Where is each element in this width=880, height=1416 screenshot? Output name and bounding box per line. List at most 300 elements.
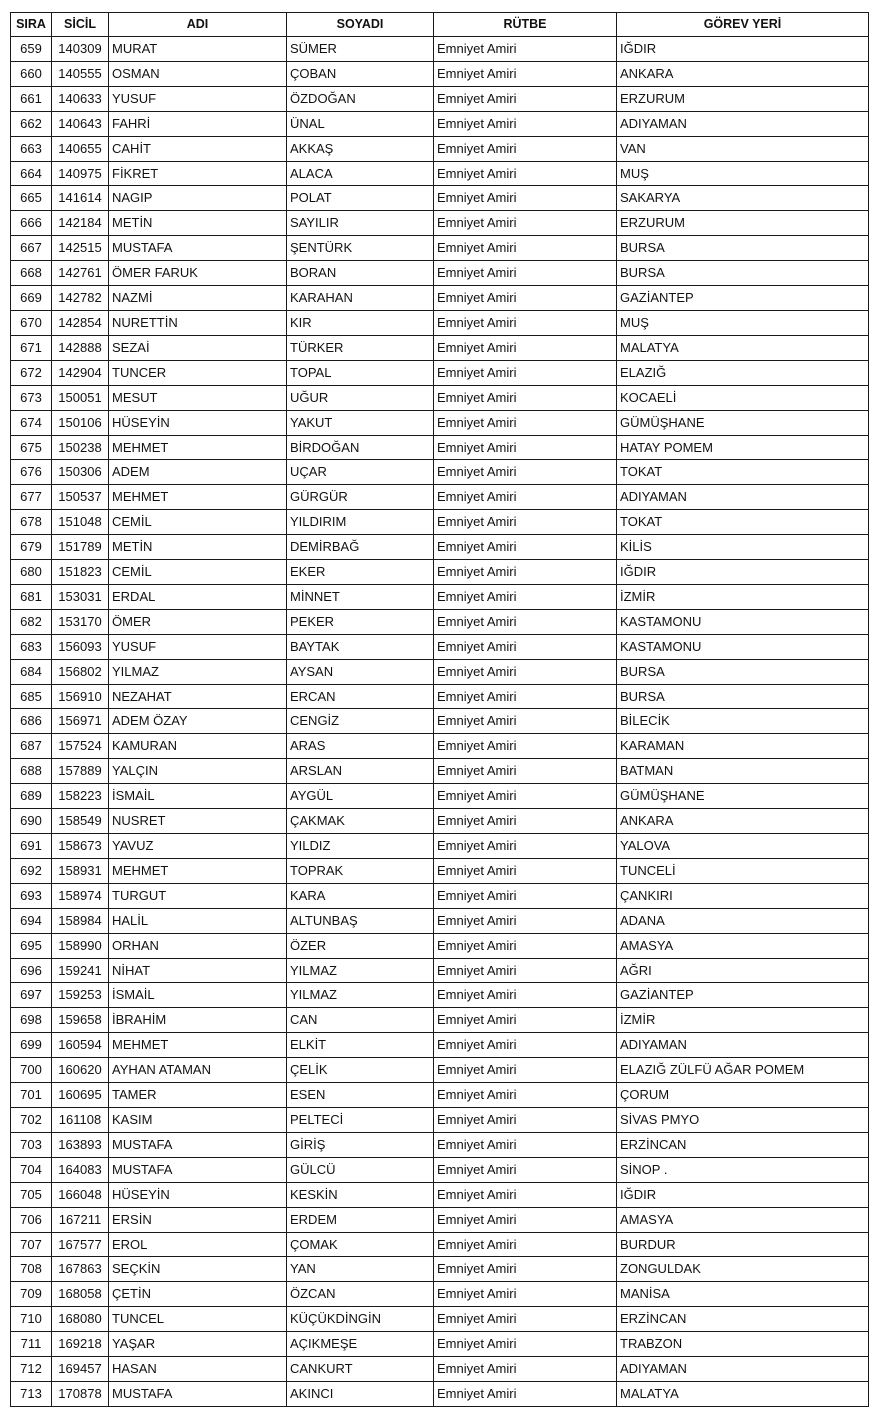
- cell-rutbe: Emniyet Amiri: [434, 1058, 617, 1083]
- cell-rutbe: Emniyet Amiri: [434, 1282, 617, 1307]
- table-row: [11, 335, 869, 360]
- cell-soyadi: AYGÜL: [287, 784, 434, 809]
- cell-adi: YALÇIN: [109, 759, 287, 784]
- cell-rutbe: Emniyet Amiri: [434, 709, 617, 734]
- cell-sicil: 153170: [52, 609, 109, 634]
- cell-sicil: 158931: [52, 858, 109, 883]
- table-row: [11, 485, 869, 510]
- cell-gorev-yeri: IĞDIR: [617, 37, 869, 62]
- cell-rutbe: Emniyet Amiri: [434, 809, 617, 834]
- cell-adi: ERSİN: [109, 1207, 287, 1232]
- cell-sicil: 160594: [52, 1033, 109, 1058]
- cell-adi: ADEM ÖZAY: [109, 709, 287, 734]
- cell-gorev-yeri: MUŞ: [617, 310, 869, 335]
- cell-soyadi: UĞUR: [287, 385, 434, 410]
- cell-gorev-yeri: ERZURUM: [617, 211, 869, 236]
- cell-sira: 713: [11, 1381, 52, 1406]
- cell-sira: 689: [11, 784, 52, 809]
- cell-sicil: 140643: [52, 111, 109, 136]
- cell-gorev-yeri: BURSA: [617, 659, 869, 684]
- table-row: [11, 659, 869, 684]
- cell-sicil: 140309: [52, 37, 109, 62]
- cell-rutbe: Emniyet Amiri: [434, 834, 617, 859]
- cell-sicil: 151823: [52, 560, 109, 585]
- cell-gorev-yeri: ANKARA: [617, 61, 869, 86]
- cell-adi: FAHRİ: [109, 111, 287, 136]
- cell-sira: 661: [11, 86, 52, 111]
- cell-sicil: 156093: [52, 634, 109, 659]
- cell-rutbe: Emniyet Amiri: [434, 186, 617, 211]
- cell-gorev-yeri: YALOVA: [617, 834, 869, 859]
- table-row: [11, 1083, 869, 1108]
- cell-soyadi: ELKİT: [287, 1033, 434, 1058]
- cell-sira: 668: [11, 261, 52, 286]
- personnel-table: [10, 12, 869, 1407]
- cell-adi: YUSUF: [109, 634, 287, 659]
- cell-gorev-yeri: İZMİR: [617, 584, 869, 609]
- cell-sira: 685: [11, 684, 52, 709]
- cell-rutbe: Emniyet Amiri: [434, 335, 617, 360]
- cell-sicil: 150106: [52, 410, 109, 435]
- table-row: [11, 759, 869, 784]
- table-row: [11, 560, 869, 585]
- header-rutbe: RÜTBE: [434, 13, 617, 37]
- cell-soyadi: ARSLAN: [287, 759, 434, 784]
- cell-gorev-yeri: GÜMÜŞHANE: [617, 784, 869, 809]
- cell-sicil: 150306: [52, 460, 109, 485]
- cell-gorev-yeri: ERZİNCAN: [617, 1132, 869, 1157]
- cell-gorev-yeri: ERZİNCAN: [617, 1307, 869, 1332]
- cell-gorev-yeri: ADIYAMAN: [617, 485, 869, 510]
- table-row: [11, 634, 869, 659]
- cell-sira: 660: [11, 61, 52, 86]
- cell-adi: CEMİL: [109, 510, 287, 535]
- table-row: [11, 1257, 869, 1282]
- cell-sira: 695: [11, 933, 52, 958]
- table-row: [11, 933, 869, 958]
- header-sicil: SİCİL: [52, 13, 109, 37]
- cell-sira: 690: [11, 809, 52, 834]
- cell-rutbe: Emniyet Amiri: [434, 435, 617, 460]
- cell-sira: 700: [11, 1058, 52, 1083]
- cell-soyadi: GÜLCÜ: [287, 1157, 434, 1182]
- cell-soyadi: ERDEM: [287, 1207, 434, 1232]
- header-sira: SIRA: [11, 13, 52, 37]
- cell-rutbe: Emniyet Amiri: [434, 784, 617, 809]
- table-row: [11, 1008, 869, 1033]
- cell-rutbe: Emniyet Amiri: [434, 61, 617, 86]
- cell-gorev-yeri: MUŞ: [617, 161, 869, 186]
- cell-gorev-yeri: SAKARYA: [617, 186, 869, 211]
- cell-adi: SEZAİ: [109, 335, 287, 360]
- cell-sicil: 158984: [52, 908, 109, 933]
- cell-sicil: 142515: [52, 236, 109, 261]
- cell-soyadi: YILDIZ: [287, 834, 434, 859]
- cell-sicil: 142854: [52, 310, 109, 335]
- cell-sira: 678: [11, 510, 52, 535]
- cell-rutbe: Emniyet Amiri: [434, 37, 617, 62]
- cell-gorev-yeri: ELAZIĞ: [617, 360, 869, 385]
- cell-sicil: 151048: [52, 510, 109, 535]
- cell-sicil: 142782: [52, 286, 109, 311]
- table-row: [11, 1132, 869, 1157]
- cell-sicil: 161108: [52, 1107, 109, 1132]
- cell-gorev-yeri: KASTAMONU: [617, 609, 869, 634]
- table-row: [11, 734, 869, 759]
- cell-gorev-yeri: İZMİR: [617, 1008, 869, 1033]
- cell-adi: NUSRET: [109, 809, 287, 834]
- cell-soyadi: ÇELİK: [287, 1058, 434, 1083]
- cell-sicil: 158974: [52, 883, 109, 908]
- cell-rutbe: Emniyet Amiri: [434, 908, 617, 933]
- cell-sira: 707: [11, 1232, 52, 1257]
- cell-sicil: 150051: [52, 385, 109, 410]
- cell-rutbe: Emniyet Amiri: [434, 933, 617, 958]
- cell-sira: 666: [11, 211, 52, 236]
- cell-sicil: 142184: [52, 211, 109, 236]
- cell-rutbe: Emniyet Amiri: [434, 1083, 617, 1108]
- cell-sicil: 168058: [52, 1282, 109, 1307]
- cell-sicil: 140975: [52, 161, 109, 186]
- cell-adi: AYHAN ATAMAN: [109, 1058, 287, 1083]
- table-row: [11, 310, 869, 335]
- cell-gorev-yeri: GAZİANTEP: [617, 983, 869, 1008]
- cell-soyadi: CANKURT: [287, 1357, 434, 1382]
- cell-gorev-yeri: AMASYA: [617, 933, 869, 958]
- cell-gorev-yeri: MANİSA: [617, 1282, 869, 1307]
- cell-sicil: 158990: [52, 933, 109, 958]
- cell-sira: 677: [11, 485, 52, 510]
- cell-soyadi: GİRİŞ: [287, 1132, 434, 1157]
- cell-sira: 687: [11, 734, 52, 759]
- cell-soyadi: CENGİZ: [287, 709, 434, 734]
- cell-soyadi: KESKİN: [287, 1182, 434, 1207]
- cell-soyadi: ÖZDOĞAN: [287, 86, 434, 111]
- cell-adi: HÜSEYİN: [109, 1182, 287, 1207]
- cell-sira: 670: [11, 310, 52, 335]
- cell-soyadi: ÇOMAK: [287, 1232, 434, 1257]
- table-row: [11, 385, 869, 410]
- cell-sicil: 166048: [52, 1182, 109, 1207]
- header-row: [11, 13, 869, 37]
- table-row: [11, 510, 869, 535]
- cell-adi: MEHMET: [109, 435, 287, 460]
- cell-adi: SEÇKİN: [109, 1257, 287, 1282]
- cell-rutbe: Emniyet Amiri: [434, 410, 617, 435]
- cell-rutbe: Emniyet Amiri: [434, 211, 617, 236]
- cell-sira: 684: [11, 659, 52, 684]
- cell-gorev-yeri: MALATYA: [617, 1381, 869, 1406]
- cell-gorev-yeri: BURDUR: [617, 1232, 869, 1257]
- cell-soyadi: SÜMER: [287, 37, 434, 62]
- cell-adi: MEHMET: [109, 485, 287, 510]
- cell-rutbe: Emniyet Amiri: [434, 1107, 617, 1132]
- cell-rutbe: Emniyet Amiri: [434, 1132, 617, 1157]
- cell-gorev-yeri: AMASYA: [617, 1207, 869, 1232]
- cell-adi: HALİL: [109, 908, 287, 933]
- cell-adi: TAMER: [109, 1083, 287, 1108]
- cell-soyadi: BİRDOĞAN: [287, 435, 434, 460]
- cell-adi: HASAN: [109, 1357, 287, 1382]
- table-row: [11, 1182, 869, 1207]
- cell-sicil: 167211: [52, 1207, 109, 1232]
- cell-soyadi: AKKAŞ: [287, 136, 434, 161]
- cell-sicil: 159253: [52, 983, 109, 1008]
- cell-sira: 701: [11, 1083, 52, 1108]
- cell-adi: YAŞAR: [109, 1332, 287, 1357]
- cell-adi: MESUT: [109, 385, 287, 410]
- cell-adi: CEMİL: [109, 560, 287, 585]
- cell-sira: 676: [11, 460, 52, 485]
- cell-gorev-yeri: BATMAN: [617, 759, 869, 784]
- cell-soyadi: ERCAN: [287, 684, 434, 709]
- cell-sicil: 156971: [52, 709, 109, 734]
- cell-sicil: 167863: [52, 1257, 109, 1282]
- table-row: [11, 609, 869, 634]
- cell-sira: 694: [11, 908, 52, 933]
- cell-soyadi: ŞENTÜRK: [287, 236, 434, 261]
- cell-adi: İSMAİL: [109, 983, 287, 1008]
- cell-adi: MEHMET: [109, 858, 287, 883]
- cell-soyadi: BORAN: [287, 261, 434, 286]
- cell-sira: 683: [11, 634, 52, 659]
- cell-rutbe: Emniyet Amiri: [434, 584, 617, 609]
- cell-soyadi: AYSAN: [287, 659, 434, 684]
- cell-soyadi: TOPRAK: [287, 858, 434, 883]
- cell-rutbe: Emniyet Amiri: [434, 734, 617, 759]
- table-row: [11, 236, 869, 261]
- cell-gorev-yeri: KASTAMONU: [617, 634, 869, 659]
- cell-rutbe: Emniyet Amiri: [434, 1257, 617, 1282]
- cell-sira: 671: [11, 335, 52, 360]
- cell-adi: TUNCER: [109, 360, 287, 385]
- table-row: [11, 37, 869, 62]
- cell-soyadi: ÇAKMAK: [287, 809, 434, 834]
- cell-gorev-yeri: TUNCELİ: [617, 858, 869, 883]
- cell-rutbe: Emniyet Amiri: [434, 684, 617, 709]
- cell-soyadi: KARAHAN: [287, 286, 434, 311]
- cell-sicil: 169218: [52, 1332, 109, 1357]
- cell-soyadi: ESEN: [287, 1083, 434, 1108]
- cell-gorev-yeri: SİNOP .: [617, 1157, 869, 1182]
- cell-soyadi: MİNNET: [287, 584, 434, 609]
- cell-gorev-yeri: ADIYAMAN: [617, 1357, 869, 1382]
- table-row: [11, 1381, 869, 1406]
- cell-adi: ÖMER FARUK: [109, 261, 287, 286]
- cell-gorev-yeri: MALATYA: [617, 335, 869, 360]
- cell-gorev-yeri: AĞRI: [617, 958, 869, 983]
- table-row: [11, 1282, 869, 1307]
- cell-gorev-yeri: SİVAS PMYO: [617, 1107, 869, 1132]
- cell-sira: 702: [11, 1107, 52, 1132]
- cell-sicil: 140555: [52, 61, 109, 86]
- cell-adi: HÜSEYİN: [109, 410, 287, 435]
- cell-soyadi: KÜÇÜKDİNGİN: [287, 1307, 434, 1332]
- table-row: [11, 86, 869, 111]
- cell-adi: MUSTAFA: [109, 236, 287, 261]
- cell-gorev-yeri: ADIYAMAN: [617, 111, 869, 136]
- cell-gorev-yeri: KİLİS: [617, 535, 869, 560]
- cell-sira: 664: [11, 161, 52, 186]
- cell-sira: 681: [11, 584, 52, 609]
- cell-gorev-yeri: BİLECİK: [617, 709, 869, 734]
- cell-sira: 688: [11, 759, 52, 784]
- cell-sicil: 142761: [52, 261, 109, 286]
- cell-sicil: 150537: [52, 485, 109, 510]
- table-row: [11, 584, 869, 609]
- cell-gorev-yeri: KOCAELİ: [617, 385, 869, 410]
- cell-sicil: 169457: [52, 1357, 109, 1382]
- cell-adi: MUSTAFA: [109, 1381, 287, 1406]
- cell-rutbe: Emniyet Amiri: [434, 1033, 617, 1058]
- cell-sira: 667: [11, 236, 52, 261]
- cell-sira: 674: [11, 410, 52, 435]
- table-row: [11, 1232, 869, 1257]
- cell-adi: TUNCEL: [109, 1307, 287, 1332]
- table-row: [11, 834, 869, 859]
- cell-sicil: 142888: [52, 335, 109, 360]
- cell-rutbe: Emniyet Amiri: [434, 261, 617, 286]
- cell-rutbe: Emniyet Amiri: [434, 460, 617, 485]
- cell-adi: METİN: [109, 535, 287, 560]
- cell-sira: 712: [11, 1357, 52, 1382]
- table-row: [11, 1357, 869, 1382]
- cell-soyadi: YAKUT: [287, 410, 434, 435]
- cell-adi: TURGUT: [109, 883, 287, 908]
- cell-soyadi: AKINCI: [287, 1381, 434, 1406]
- cell-sira: 669: [11, 286, 52, 311]
- cell-soyadi: UÇAR: [287, 460, 434, 485]
- cell-rutbe: Emniyet Amiri: [434, 360, 617, 385]
- cell-gorev-yeri: ANKARA: [617, 809, 869, 834]
- cell-adi: MURAT: [109, 37, 287, 62]
- table-row: [11, 535, 869, 560]
- cell-soyadi: GÜRGÜR: [287, 485, 434, 510]
- cell-soyadi: BAYTAK: [287, 634, 434, 659]
- cell-sira: 704: [11, 1157, 52, 1182]
- cell-sira: 659: [11, 37, 52, 62]
- cell-sira: 663: [11, 136, 52, 161]
- table-row: [11, 460, 869, 485]
- cell-sicil: 150238: [52, 435, 109, 460]
- cell-adi: ÇETİN: [109, 1282, 287, 1307]
- cell-adi: NURETTİN: [109, 310, 287, 335]
- cell-sicil: 156802: [52, 659, 109, 684]
- cell-rutbe: Emniyet Amiri: [434, 858, 617, 883]
- cell-soyadi: CAN: [287, 1008, 434, 1033]
- table-row: [11, 1157, 869, 1182]
- cell-rutbe: Emniyet Amiri: [434, 485, 617, 510]
- table-row: [11, 161, 869, 186]
- cell-sicil: 158673: [52, 834, 109, 859]
- cell-sicil: 142904: [52, 360, 109, 385]
- cell-sicil: 170878: [52, 1381, 109, 1406]
- table-row: [11, 709, 869, 734]
- cell-sicil: 140633: [52, 86, 109, 111]
- cell-adi: ERDAL: [109, 584, 287, 609]
- table-row: [11, 136, 869, 161]
- table-row: [11, 111, 869, 136]
- cell-sira: 673: [11, 385, 52, 410]
- cell-soyadi: PELTECİ: [287, 1107, 434, 1132]
- cell-sicil: 157524: [52, 734, 109, 759]
- cell-gorev-yeri: ELAZIĞ ZÜLFÜ AĞAR POMEM: [617, 1058, 869, 1083]
- cell-rutbe: Emniyet Amiri: [434, 560, 617, 585]
- table-row: [11, 211, 869, 236]
- cell-adi: ÖMER: [109, 609, 287, 634]
- table-row: [11, 410, 869, 435]
- cell-sicil: 160620: [52, 1058, 109, 1083]
- cell-sira: 692: [11, 858, 52, 883]
- cell-rutbe: Emniyet Amiri: [434, 1332, 617, 1357]
- cell-sicil: 158549: [52, 809, 109, 834]
- cell-gorev-yeri: TRABZON: [617, 1332, 869, 1357]
- cell-gorev-yeri: BURSA: [617, 236, 869, 261]
- cell-sira: 693: [11, 883, 52, 908]
- table-row: [11, 61, 869, 86]
- table-row: [11, 684, 869, 709]
- cell-sicil: 153031: [52, 584, 109, 609]
- cell-rutbe: Emniyet Amiri: [434, 1182, 617, 1207]
- cell-soyadi: TÜRKER: [287, 335, 434, 360]
- cell-gorev-yeri: TOKAT: [617, 460, 869, 485]
- cell-soyadi: KARA: [287, 883, 434, 908]
- cell-soyadi: ARAS: [287, 734, 434, 759]
- cell-rutbe: Emniyet Amiri: [434, 759, 617, 784]
- cell-sicil: 141614: [52, 186, 109, 211]
- table-body: [11, 37, 869, 1407]
- table-row: [11, 1207, 869, 1232]
- table-row: [11, 1058, 869, 1083]
- cell-rutbe: Emniyet Amiri: [434, 1307, 617, 1332]
- cell-gorev-yeri: ZONGULDAK: [617, 1257, 869, 1282]
- cell-sira: 708: [11, 1257, 52, 1282]
- cell-sira: 665: [11, 186, 52, 211]
- cell-gorev-yeri: VAN: [617, 136, 869, 161]
- cell-gorev-yeri: TOKAT: [617, 510, 869, 535]
- cell-sira: 675: [11, 435, 52, 460]
- cell-rutbe: Emniyet Amiri: [434, 983, 617, 1008]
- cell-sira: 698: [11, 1008, 52, 1033]
- cell-sicil: 163893: [52, 1132, 109, 1157]
- cell-gorev-yeri: ADANA: [617, 908, 869, 933]
- cell-soyadi: TOPAL: [287, 360, 434, 385]
- cell-gorev-yeri: BURSA: [617, 261, 869, 286]
- cell-rutbe: Emniyet Amiri: [434, 634, 617, 659]
- cell-sicil: 156910: [52, 684, 109, 709]
- header-adi: ADI: [109, 13, 287, 37]
- cell-rutbe: Emniyet Amiri: [434, 535, 617, 560]
- cell-rutbe: Emniyet Amiri: [434, 1381, 617, 1406]
- cell-soyadi: POLAT: [287, 186, 434, 211]
- cell-gorev-yeri: ERZURUM: [617, 86, 869, 111]
- cell-adi: FİKRET: [109, 161, 287, 186]
- cell-gorev-yeri: BURSA: [617, 684, 869, 709]
- table-row: [11, 261, 869, 286]
- cell-soyadi: ALTUNBAŞ: [287, 908, 434, 933]
- table-row: [11, 1307, 869, 1332]
- cell-gorev-yeri: IĞDIR: [617, 1182, 869, 1207]
- cell-rutbe: Emniyet Amiri: [434, 310, 617, 335]
- cell-adi: MEHMET: [109, 1033, 287, 1058]
- cell-adi: EROL: [109, 1232, 287, 1257]
- cell-adi: MUSTAFA: [109, 1157, 287, 1182]
- cell-adi: METİN: [109, 211, 287, 236]
- cell-rutbe: Emniyet Amiri: [434, 86, 617, 111]
- table-row: [11, 286, 869, 311]
- cell-rutbe: Emniyet Amiri: [434, 609, 617, 634]
- cell-gorev-yeri: ADIYAMAN: [617, 1033, 869, 1058]
